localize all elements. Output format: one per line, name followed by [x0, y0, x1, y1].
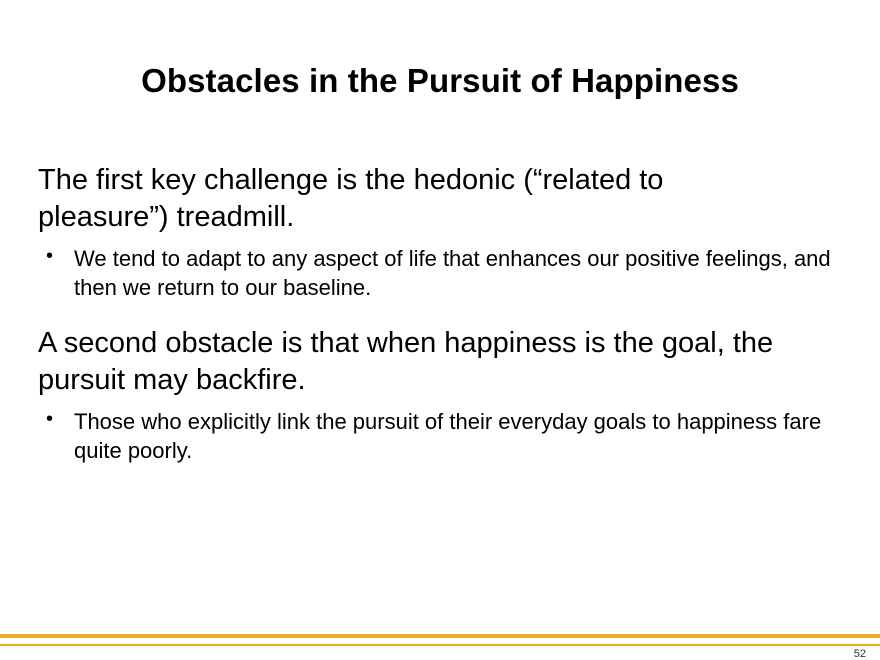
level1-paragraph: The first key challenge is the hedonic (“related to pleasure”) treadmill. — [38, 164, 664, 234]
content-block-1 — [38, 162, 838, 303]
list-item — [38, 244, 838, 303]
level1-paragraph: A second obstacle is that when happiness is the goal, the pursuit may backfire. — [38, 326, 774, 396]
level2-list — [38, 244, 838, 303]
content-block-2 — [38, 325, 838, 466]
footer-accent-rule-thin — [0, 644, 880, 646]
footer-accent-rule-thick — [0, 634, 880, 638]
slide-title: Obstacles in the Pursuit of Happiness — [141, 62, 739, 99]
bullet-icon: • — [46, 407, 54, 430]
list-item-text: We tend to adapt to any aspect of life that enhances our positive feelings, and then we return to our baseline. — [74, 246, 831, 301]
bullet-icon: • — [46, 245, 54, 268]
level2-list — [38, 407, 838, 466]
page-number: 52 — [853, 648, 866, 660]
slide-body — [38, 162, 838, 481]
list-item — [38, 407, 838, 466]
list-item-text: Those who explicitly link the pursuit of their everyday goals to happiness fare quite poorly. — [74, 408, 822, 464]
